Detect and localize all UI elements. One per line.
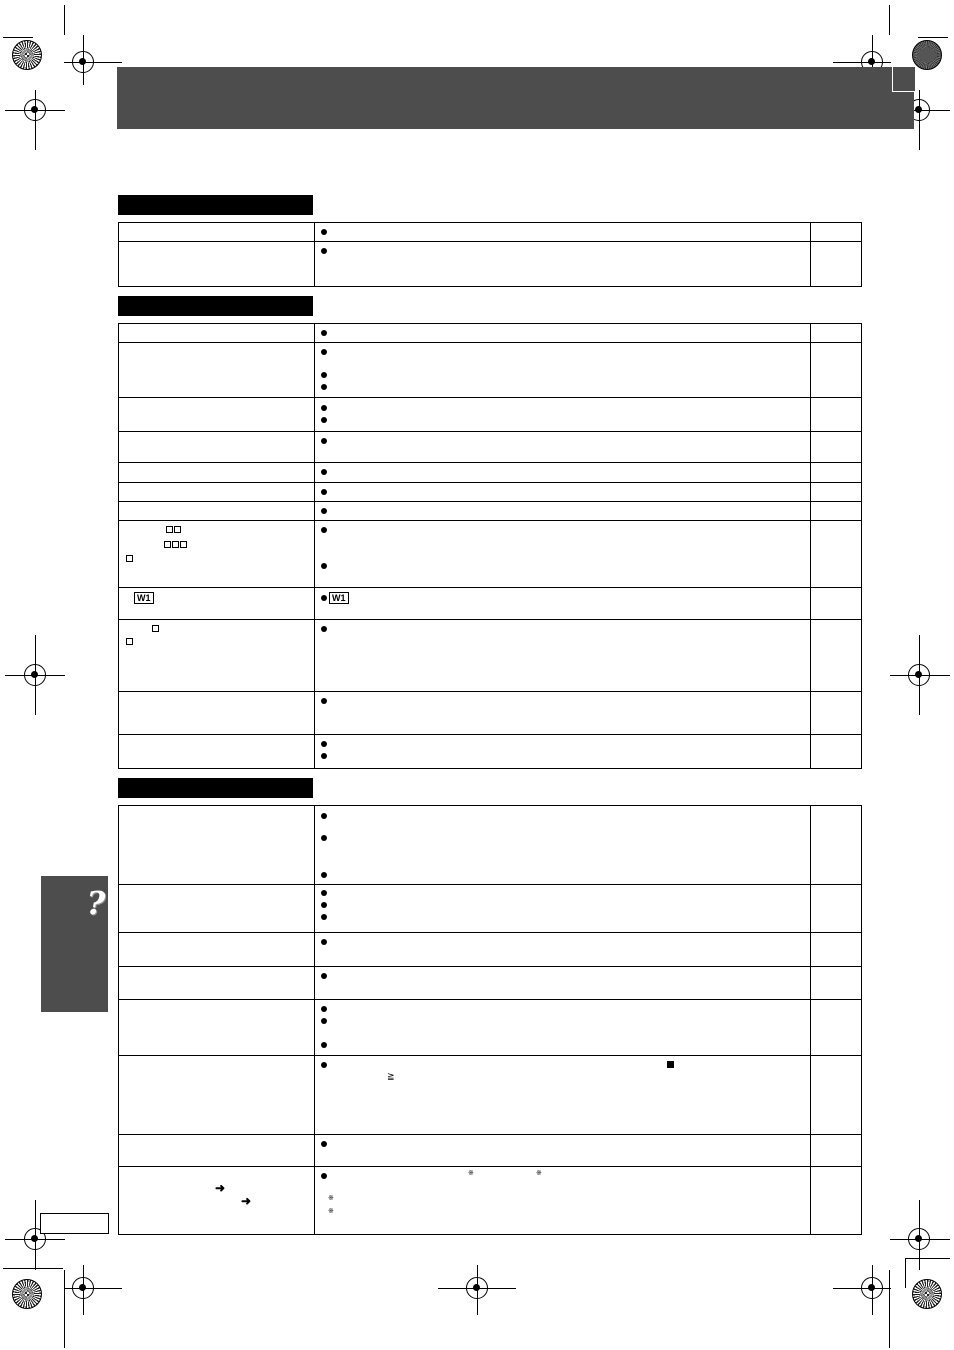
table-row [119, 967, 861, 1000]
question-mark-icon: ? [86, 884, 106, 922]
crop-line [477, 1265, 478, 1315]
crop-line [35, 1200, 36, 1270]
bullet-icon [321, 1173, 327, 1179]
table-row [119, 242, 861, 286]
bullet-icon [321, 813, 327, 819]
bullet-icon [321, 902, 327, 908]
placeholder-box-icon [172, 541, 179, 548]
bullet-icon [321, 417, 327, 423]
bullet-icon [321, 349, 327, 355]
bullet-icon [321, 626, 327, 632]
reference-mark: ※ [468, 1170, 474, 1177]
table-row [119, 324, 861, 343]
crop-line [35, 635, 36, 715]
bullet-icon [321, 835, 327, 841]
placeholder-box-icon [166, 526, 173, 533]
arrow-icon: ➜ [241, 1194, 252, 1208]
section-bar-2 [118, 296, 313, 316]
bullet-icon [321, 1042, 327, 1048]
bullet-icon [321, 741, 327, 747]
crop-line [919, 635, 920, 715]
crop-line [35, 90, 36, 150]
table-row [119, 1056, 861, 1135]
arrow-icon: ➜ [215, 1181, 226, 1195]
bullet-icon [321, 248, 327, 254]
table-row [119, 588, 861, 620]
crop-line [890, 1239, 950, 1240]
registration-starburst-bottom-left [12, 1279, 42, 1309]
bullet-icon [321, 595, 327, 601]
crop-line [83, 1265, 84, 1315]
crop-line [64, 1288, 122, 1289]
crop-line [889, 1270, 890, 1348]
stop-icon [667, 1061, 674, 1068]
bullet-icon [321, 1141, 327, 1147]
bullet-icon [321, 438, 327, 444]
troubleshooting-table-3 [118, 805, 862, 1235]
table-row [119, 933, 861, 967]
crop-line [64, 5, 65, 35]
crop-line [919, 1200, 920, 1270]
table-row [119, 735, 861, 768]
reference-mark: ※ [536, 1170, 542, 1177]
bullet-icon [321, 469, 327, 475]
placeholder-box-icon [152, 625, 159, 632]
header-band [117, 67, 914, 129]
table-row [119, 1000, 861, 1056]
placeholder-box-icon [180, 541, 187, 548]
table-row [119, 1135, 861, 1167]
bullet-icon [321, 939, 327, 945]
bullet-icon [321, 914, 327, 920]
table-row [119, 502, 861, 521]
bullet-icon [321, 489, 327, 495]
header-corner-tab [892, 67, 915, 92]
crop-line [833, 1288, 891, 1289]
placeholder-box-icon [174, 526, 181, 533]
troubleshooting-table-1 [118, 222, 862, 287]
registration-starburst-top-right [912, 40, 942, 70]
crop-line [919, 90, 920, 150]
placeholder-box-icon [164, 541, 171, 548]
crop-line [64, 1270, 65, 1348]
troubleshooting-table-2 [118, 323, 862, 769]
table-row [119, 398, 861, 432]
bullet-icon [321, 527, 327, 533]
section-bar-1 [118, 195, 313, 215]
bullet-icon [321, 372, 327, 378]
reference-mark: ※ [328, 1195, 334, 1202]
bullet-icon [321, 1006, 327, 1012]
registration-starburst-bottom-right [912, 1279, 942, 1309]
placeholder-box-icon [126, 638, 133, 645]
bullet-icon [321, 872, 327, 878]
crop-line [833, 62, 891, 63]
bullet-icon [321, 405, 327, 411]
crop-line [890, 675, 950, 676]
crop-line [83, 35, 84, 85]
section-bar-3 [118, 778, 313, 798]
bullet-icon [321, 563, 327, 569]
bullet-icon [321, 890, 327, 896]
table-row [119, 463, 861, 483]
placeholder-box-icon [126, 555, 133, 562]
bullet-icon [321, 1018, 327, 1024]
w1-badge: W1 [134, 592, 154, 604]
crop-line [3, 37, 33, 38]
table-row [119, 223, 861, 242]
page-number-box [40, 1213, 109, 1234]
crop-line [889, 5, 890, 35]
reference-mark: ※ [328, 1208, 334, 1215]
bullet-icon [321, 330, 327, 336]
table-row [119, 806, 861, 885]
bullet-icon [321, 698, 327, 704]
bullet-icon [321, 1062, 327, 1068]
table-row [119, 885, 861, 933]
registration-starburst-top-left [12, 40, 42, 70]
geq-symbol: ≧ [387, 1071, 395, 1081]
crop-line [872, 1265, 873, 1315]
crop-line [905, 1258, 906, 1288]
table-row [119, 432, 861, 463]
bullet-icon [321, 508, 327, 514]
table-row [119, 483, 861, 502]
crop-line [64, 62, 122, 63]
bullet-icon [321, 973, 327, 979]
table-row [119, 521, 861, 588]
bullet-icon [321, 384, 327, 390]
table-row [119, 692, 861, 735]
table-row [119, 343, 861, 398]
crop-line [3, 1268, 63, 1269]
table-row [119, 620, 861, 692]
w1-badge: W1 [329, 592, 349, 604]
crop-line [918, 37, 948, 38]
crop-line [905, 1258, 950, 1259]
table-row [119, 1167, 861, 1234]
bullet-icon [321, 753, 327, 759]
bullet-icon [321, 229, 327, 235]
